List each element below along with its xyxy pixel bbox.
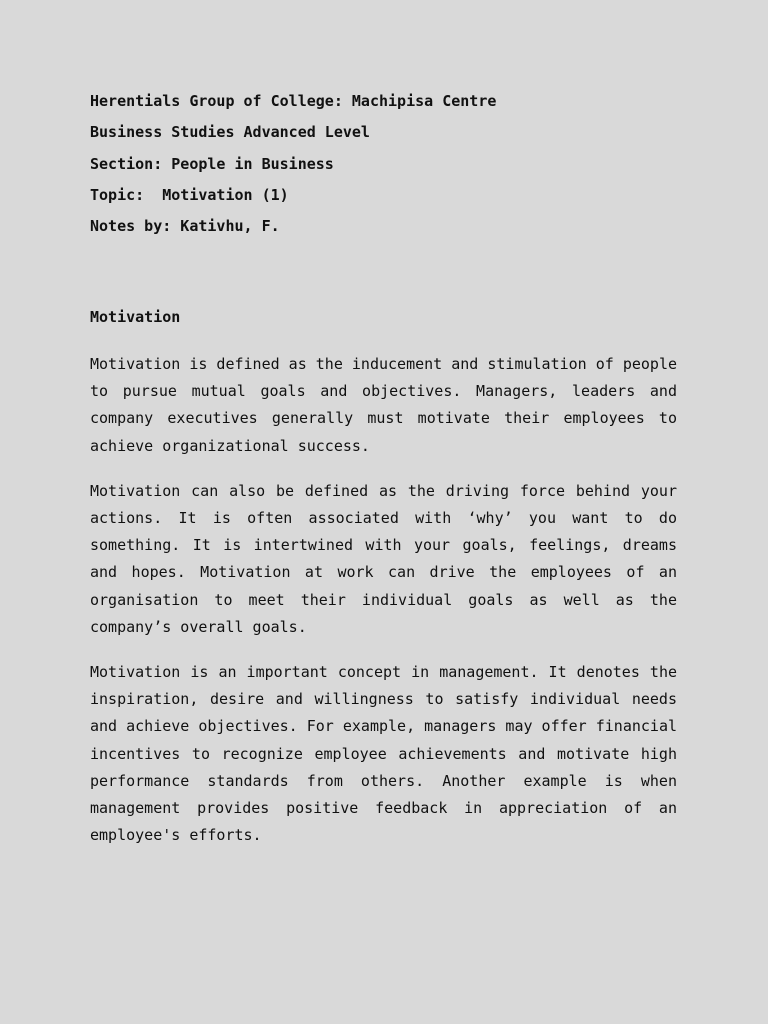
author-name: Notes by: Kativhu, F. (90, 217, 280, 236)
college-name: Herentials Group of College: Machipisa Centre (90, 92, 497, 110)
document-header (90, 90, 690, 246)
paragraph: Motivation is an important concept in management. It denotes the inspiration, desire and willingness to satisfy individual needs and achieve objectives. For example, managers may offer financial incentives to recognize employee achievements and motivate high performance standards from others. Another example is when management provides positive feedback in appreciation of an employee's efforts. (90, 663, 677, 845)
topic-name: Topic: Motivation (1) (90, 185, 289, 204)
course-name: Business Studies Advanced Level (90, 123, 370, 142)
section-heading: Motivation (90, 308, 181, 326)
document-body (90, 306, 677, 867)
section-name: Section: People in Business (90, 154, 334, 173)
paragraph: Motivation can also be defined as the driving force behind your actions. It is often associated with ‘why’ you want to do something. It is intertwined with your goals, feelings, dreams and hopes. Motivation at work can drive the employees of an organisation to meet their individual goals as well as the company’s overall goals. (90, 481, 677, 636)
paragraph: Motivation is defined as the inducement and stimulation of people to pursue mutual goals and objectives. Managers, leaders and company executives generally must motivate their employees to achieve organizational success. (90, 355, 677, 455)
